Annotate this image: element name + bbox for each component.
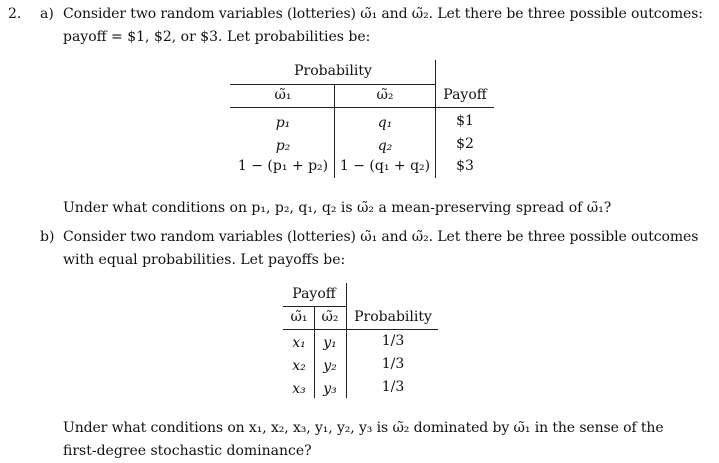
- part-a-line2: payoff = $1, $2, or $3. Let probabilities be:: [63, 29, 371, 45]
- table-b-row3-w2: y₃: [323, 381, 337, 397]
- table-a-row3-w1: 1 − (p₁ + p₂): [237, 158, 329, 174]
- table-b-col-w2-header: ω̃₂: [321, 309, 339, 325]
- table-b-row2-prob: 1/3: [381, 356, 405, 372]
- table-a-row3-payoff: $3: [456, 158, 474, 174]
- part-b-question-line1: Under what conditions on x₁, x₂, x₃, y₁, y₂, y₃ is ω̃₂ dominated by ω̃₁ in the sense of the: [63, 420, 664, 436]
- table-b-group-header: Payoff: [292, 286, 336, 302]
- table-a-group-header: Probability: [294, 63, 372, 79]
- problem-number: 2.: [8, 6, 22, 22]
- table-b-row3-w1: x₃: [292, 381, 306, 397]
- table-b-row3-prob: 1/3: [381, 379, 405, 395]
- part-b-line2: with equal probabilities. Let payoffs be:: [63, 252, 346, 268]
- table-a-col-w2-header: ω̃₂: [376, 87, 394, 103]
- part-a-label: a): [40, 6, 54, 22]
- table-a-col-payoff-header: Payoff: [443, 87, 487, 103]
- table-b-row2-w1: x₂: [292, 358, 306, 374]
- table-a-row2-w2: q₂: [377, 138, 393, 154]
- table-b-row1-w2: y₁: [323, 335, 337, 351]
- part-b-label: b): [40, 229, 55, 245]
- part-a-question: Under what conditions on p₁, p₂, q₁, q₂ is ω̃₂ a mean-preserving spread of ω̃₁?: [63, 200, 612, 216]
- table-a-row1-w1: p₁: [275, 115, 291, 131]
- part-b-question-line2: first-degree stochastic dominance?: [63, 443, 312, 459]
- table-a-row2-payoff: $2: [456, 136, 474, 152]
- table-b-col-w1-header: ω̃₁: [290, 309, 308, 325]
- part-a-line1: Consider two random variables (lotteries) ω̃₁ and ω̃₂. Let there be three possible outcomes:: [63, 6, 703, 22]
- table-b-row1-w1: x₁: [292, 335, 306, 351]
- table-a-row3-w2: 1 − (q₁ + q₂): [339, 158, 431, 174]
- table-a-col-w1-header: ω̃₁: [274, 87, 292, 103]
- part-b-line1: Consider two random variables (lotteries) ω̃₁ and ω̃₂. Let there be three possible outcomes: [63, 229, 699, 245]
- table-b-row1-prob: 1/3: [381, 333, 405, 349]
- table-b-row2-w2: y₂: [323, 358, 337, 374]
- table-a-row1-w2: q₁: [377, 115, 393, 131]
- table-a-row1-payoff: $1: [456, 113, 474, 129]
- table-a-row2-w1: p₂: [275, 138, 291, 154]
- table-b-col-prob-header: Probability: [354, 309, 432, 325]
